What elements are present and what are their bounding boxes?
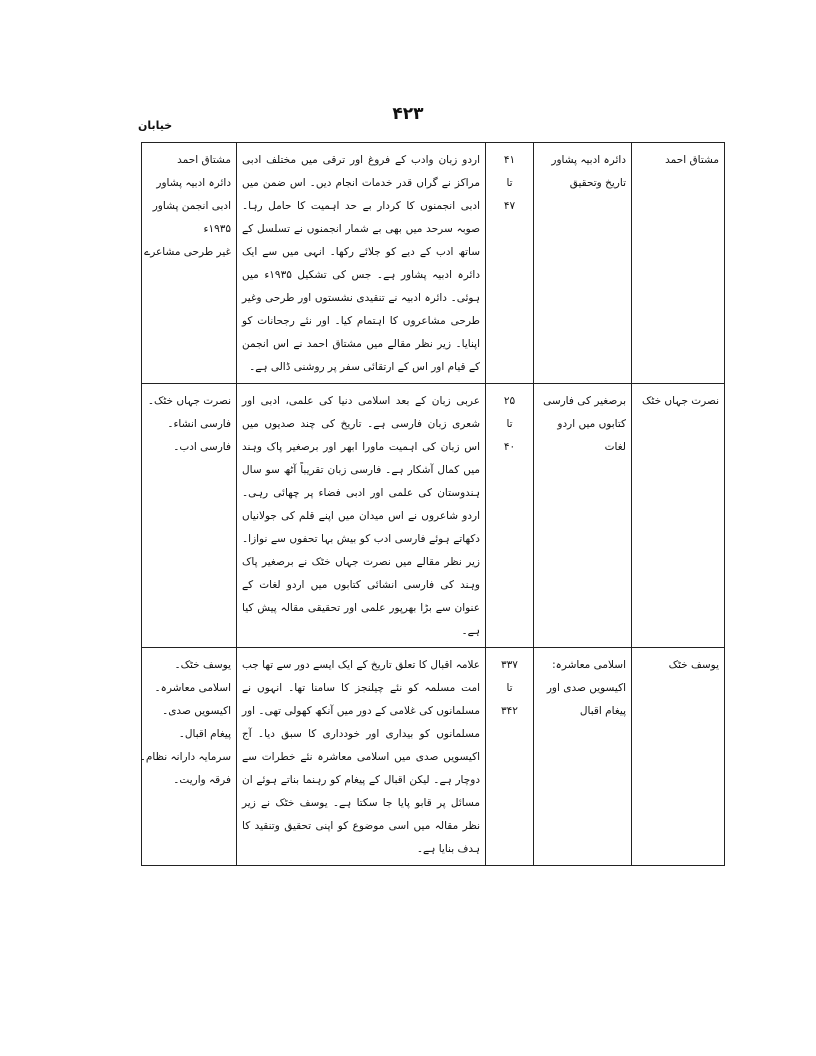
running-head: خیابان bbox=[138, 119, 173, 132]
keyword: فارسی انشاء۔ bbox=[167, 418, 231, 430]
page-end: ۴۷ bbox=[503, 200, 516, 212]
page-start: ۳۳۷ bbox=[501, 659, 518, 671]
page-range-cell bbox=[486, 143, 534, 384]
keywords-cell bbox=[139, 648, 237, 866]
keyword: ادبی انجمن پشاور bbox=[152, 200, 231, 212]
keyword: سرمایہ دارانہ نظام۔ bbox=[139, 751, 231, 763]
keyword: اکیسویں صدی۔ bbox=[162, 705, 231, 717]
keywords-cell bbox=[142, 384, 237, 648]
keyword: مشتاق احمد bbox=[177, 154, 231, 166]
keyword: ۱۹۳۵ء bbox=[203, 223, 231, 235]
article-index-table bbox=[141, 142, 725, 866]
page-range-separator: تا bbox=[506, 682, 513, 694]
table-row bbox=[142, 384, 725, 648]
keywords-cell bbox=[142, 143, 237, 384]
article-title-cell: اسلامی معاشرہ: اکیسویں صدی اور پیغام اقبال bbox=[534, 648, 632, 866]
page-start: ۴۱ bbox=[503, 154, 516, 166]
page-range-separator: تا bbox=[506, 418, 513, 430]
article-title-cell: دائرہ ادبیہ پشاور تاریخ وتحقیق bbox=[534, 143, 632, 384]
page-number: ۴۲۳ bbox=[392, 104, 424, 124]
keyword: یوسف خٹک۔ bbox=[174, 659, 231, 671]
author-cell: یوسف خٹک bbox=[632, 648, 725, 866]
keyword: نصرت جہاں خٹک۔ bbox=[147, 395, 231, 407]
page-start: ۲۵ bbox=[503, 395, 516, 407]
summary-cell: علامہ اقبال کا تعلق تاریخ کے ایک ایسے دور سے تھا جب امت مسلمہ کو نئے چیلنجز کا سامنا تھا۔ انہوں نے مسلمانوں کی غلامی کے دور میں آنکھ کھولی تھی۔ اور مسلمانوں کو بیداری اور خودداری کا سبق دیا۔ آج اکیسویں صدی میں اسلامی معاشرہ نئے خطرات سے دوچار ہے۔ لیکن اقبال کے پیغام کو رہنما بناتے ہوئے ان مسائل پر قابو پایا جا سکتا ہے۔ یوسف خٹک نے زیر نظر مقالہ میں اسی موضوع کو اپنی تحقیق وتنقید کا ہدف بنایا ہے۔ bbox=[237, 648, 486, 866]
page-range-cell bbox=[486, 384, 534, 648]
keyword: فارسی ادب۔ bbox=[173, 441, 231, 453]
page-end: ۴۰ bbox=[503, 441, 516, 453]
keyword: غیر طرحی مشاعرے bbox=[144, 246, 231, 258]
keyword: دائرہ ادبیہ پشاور bbox=[156, 177, 231, 189]
summary-cell: اردو زبان وادب کے فروغ اور ترقی میں مختلف ادبی مراکز نے گراں قدر خدمات انجام دیں۔ اس ضمن میں ادبی انجمنوں کا کردار بے حد اہمیت کا حامل رہا۔ صوبہ سرحد میں بھی بے شمار انجمنوں نے تسلسل کے ساتھ ادب کے دیے کو جلائے رکھا۔ انہی میں سے ایک دائرہ ادبیہ پشاور ہے۔ جس کی تشکیل ۱۹۳۵ء میں ہوئی۔ دائرہ ادبیہ نے تنقیدی نشستوں اور طرحی وغیر طرحی مشاعروں کا اہتمام کیا۔ اور نئے رجحانات کو اپنایا۔ زیر نظر مقالے میں مشتاق احمد نے اس انجمن کے قیام اور اس کے ارتقائی سفر پر روشنی ڈالی ہے۔ bbox=[237, 143, 486, 384]
summary-cell: عربی زبان کے بعد اسلامی دنیا کی علمی، ادبی اور شعری زبان فارسی ہے۔ تاریخ کی چند صدیوں میں اس زبان کی اہمیت ماورا ابھر اور برصغیر پاک وہند میں کمال آشکار ہے۔ فارسی زبان تقریباً آٹھ سو سال ہندوستان کی علمی اور ادبی فضاء پر چھائی رہی۔ اردو شاعروں نے اس میدان میں اپنے قلم کی جولانیاں دکھاتے ہوئے فارسی ادب کو بیش بہا تحفوں سے نوازا۔ زیر نظر مقالے میں نصرت جہاں خٹک نے برصغیر پاک وہند کی فارسی انشائی کتابوں میں اردو لغات کے عنوان سے بڑا بھرپور علمی اور تحقیقی مقالہ پیش کیا ہے۔ bbox=[237, 384, 486, 648]
page-range-cell bbox=[486, 648, 534, 866]
keyword: پیغام اقبال۔ bbox=[178, 728, 231, 740]
keyword: فرقہ واریت۔ bbox=[173, 774, 231, 786]
author-cell: مشتاق احمد bbox=[632, 143, 725, 384]
keyword: اسلامی معاشرہ۔ bbox=[154, 682, 231, 694]
author-cell: نصرت جہاں خٹک bbox=[632, 384, 725, 648]
article-title-cell: برصغیر کی فارسی کتابوں میں اردو لغات bbox=[534, 384, 632, 648]
page-range-separator: تا bbox=[506, 177, 513, 189]
table-row bbox=[142, 648, 725, 866]
table-row bbox=[142, 143, 725, 384]
page-end: ۳۴۲ bbox=[501, 705, 518, 717]
